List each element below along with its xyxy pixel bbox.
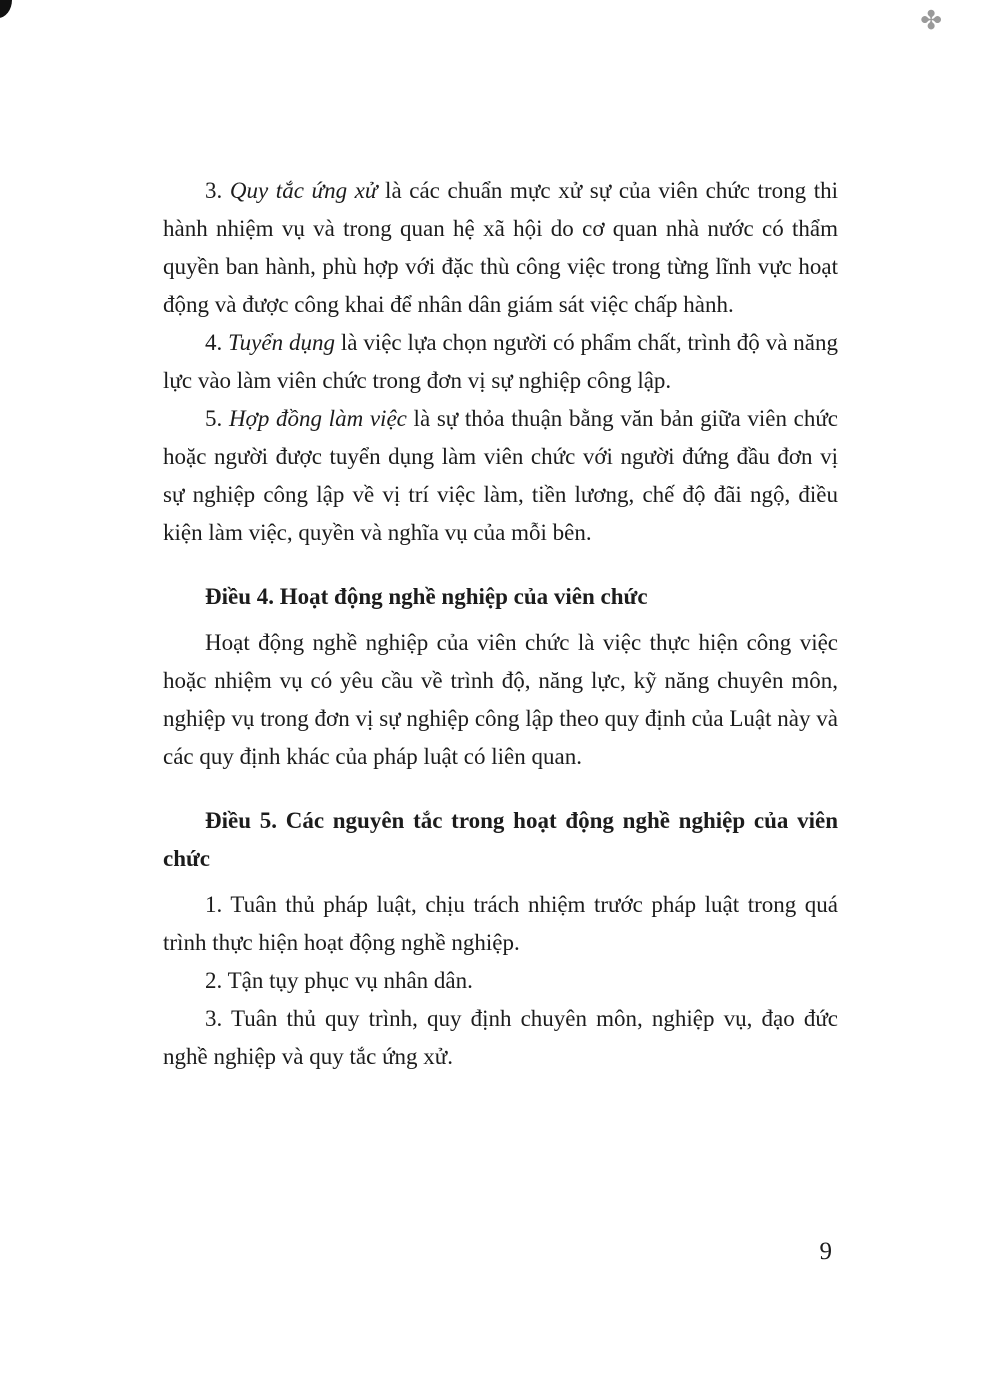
text-run: Điều 4. Hoạt động nghề nghiệp của viên chức bbox=[205, 584, 648, 609]
section-heading bbox=[163, 578, 838, 616]
text-run: Điều 5. Các nguyên tắc trong hoạt động nghề nghiệp của viên chức bbox=[163, 808, 838, 871]
text-run: 1. Tuân thủ pháp luật, chịu trách nhiệm trước pháp luật trong quá trình thực hiện hoạt động nghề nghiệp. bbox=[163, 892, 838, 955]
text-run: là việc lựa chọn người có phẩm chất, trình độ và năng lực vào làm viên chức trong đơn vị sự nghiệp công lập. bbox=[163, 330, 838, 393]
text-run: là các chuẩn mực xử sự của viên chức trong thi hành nhiệm vụ và trong quan hệ xã hội do cơ quan nhà nước có thẩm quyền ban hành, phù hợp với đặc thù công việc trong từng lĩnh vực hoạt động và được công khai để nhân dân giám sát việc chấp hành. bbox=[163, 178, 839, 317]
text-run: 2. Tận tụy phục vụ nhân dân. bbox=[205, 968, 473, 993]
section-heading bbox=[163, 802, 838, 878]
scan-artifact bbox=[0, 0, 12, 18]
text-run: là sự thỏa thuận bằng văn bản giữa viên chức hoặc người được tuyển dụng làm viên chức với người đứng đầu đơn vị sự nghiệp công lập về vị trí việc làm, tiền lương, chế độ đãi ngộ, điều kiện làm việc, quyền và nghĩa vụ của mỗi bên. bbox=[163, 406, 839, 545]
text-run: 5. bbox=[205, 406, 229, 431]
page-number: 9 bbox=[819, 1238, 832, 1265]
paragraph bbox=[163, 1000, 838, 1076]
text-run: 3. bbox=[205, 178, 230, 203]
paragraph bbox=[163, 624, 838, 776]
paragraph bbox=[163, 400, 838, 552]
paragraph bbox=[163, 962, 838, 1000]
paragraph bbox=[163, 172, 838, 324]
text-block bbox=[163, 172, 838, 1076]
flower-ornament-icon: ✤ bbox=[920, 6, 942, 36]
text-run: 3. Tuân thủ quy trình, quy định chuyên môn, nghiệp vụ, đạo đức nghề nghiệp và quy tắc ứng xử. bbox=[163, 1006, 838, 1069]
text-run: 4. bbox=[205, 330, 229, 355]
paragraph bbox=[163, 886, 838, 962]
text-run: Hợp đồng làm việc bbox=[228, 406, 407, 431]
paragraph bbox=[163, 324, 838, 400]
text-run: Tuyển dụng bbox=[228, 330, 335, 355]
text-run: Hoạt động nghề nghiệp của viên chức là việc thực hiện công việc hoặc nhiệm vụ có yêu cầu về trình độ, năng lực, kỹ năng chuyên môn, nghiệp vụ trong đơn vị sự nghiệp công lập theo quy định của Luật này và các quy định khác của pháp luật có liên quan. bbox=[163, 630, 838, 769]
text-run: Quy tắc ứng xử bbox=[229, 178, 378, 203]
